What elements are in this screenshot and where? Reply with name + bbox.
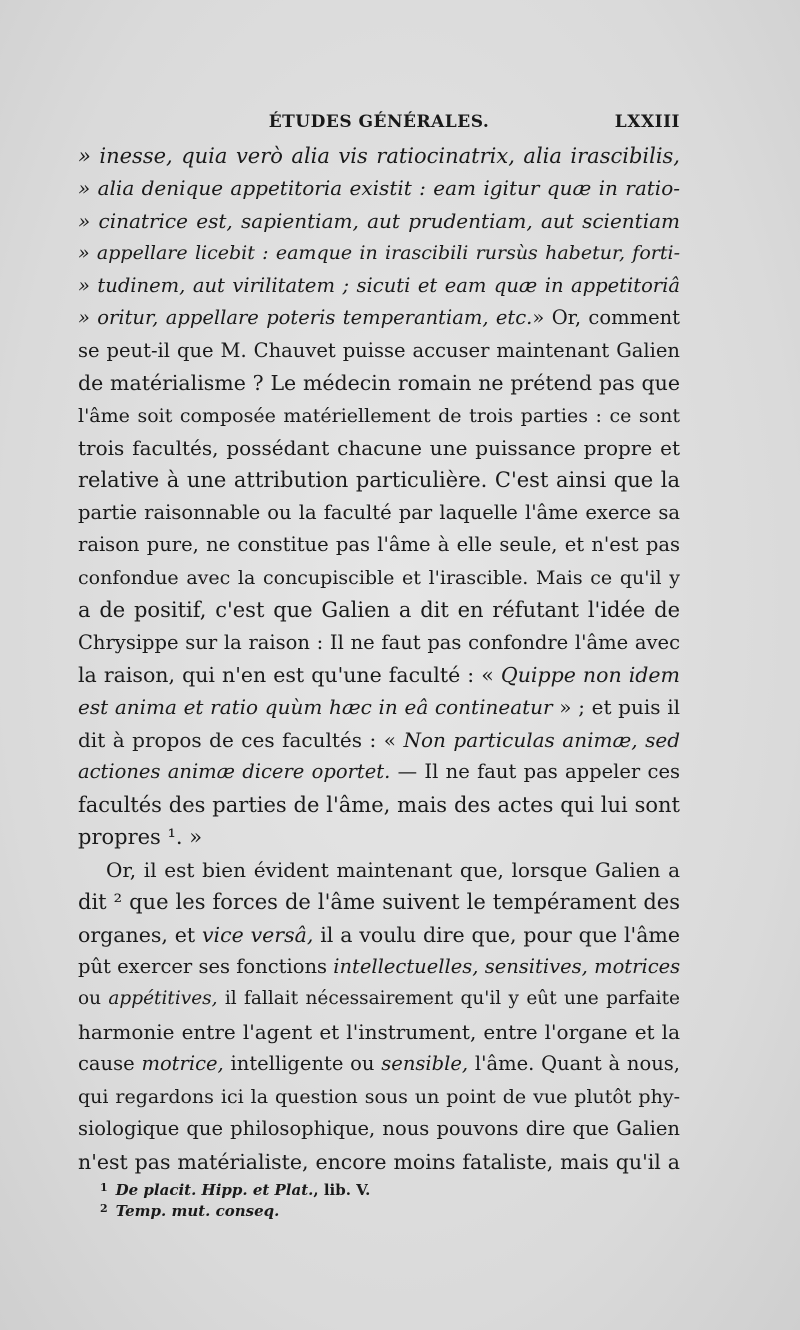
footnotes [100, 1177, 680, 1219]
text-segment: confondue avec la concupiscible et l'irascible. Mais ce qu'il y [78, 566, 680, 589]
text-line [78, 497, 680, 529]
text-line [78, 1113, 680, 1145]
text-line [78, 594, 680, 626]
footnote-text: Temp. mut. conseq. [115, 1202, 280, 1220]
italic-segment: intellectuelles, sensitives, motrices [333, 954, 681, 978]
text-segment: la raison, qui n'en est qu'une faculté : « [78, 663, 501, 687]
text-segment: a de positif, c'est que Galien a dit en réfutant l'idée de [78, 598, 680, 623]
text-line [78, 1146, 680, 1178]
text-line [78, 140, 680, 172]
text-line [78, 983, 680, 1015]
text-segment: Chrysippe sur la raison : Il ne faut pas confondre l'âme avec [78, 630, 680, 654]
text-segment: il a voulu dire que, pour que l'âme [313, 922, 680, 947]
text-line [78, 691, 680, 723]
text-segment: — Il ne faut pas appeler ces [390, 760, 681, 784]
text-segment: » ; et puis il [552, 695, 680, 720]
italic-segment: sensible, [381, 1052, 469, 1076]
text-segment: harmonie entre l'agent et l'instrument, entre l'organe et la [78, 1019, 680, 1044]
text-segment: dit ² que les forces de l'âme suivent le tempérament des [78, 890, 680, 915]
text-line [78, 789, 680, 821]
text-segment: raison pure, ne constitue pas l'âme à elle seule, et n'est pas [78, 533, 680, 557]
text-segment: ou [78, 988, 109, 1010]
footnote [100, 1198, 680, 1219]
text-line [78, 205, 680, 237]
text-segment: l'âme soit composée matériellement de trois parties : ce sont [78, 404, 680, 427]
text-line [78, 951, 680, 983]
text-segment: Or, il est bien évident maintenant que, lorsque Galien a [106, 857, 680, 882]
text-segment: intelligente ou [223, 1052, 382, 1076]
text-line [78, 172, 680, 204]
text-segment: qui regardons ici la question sous un point de vue plutôt phy- [78, 1085, 680, 1108]
text-segment: siologique que philosophique, nous pouvons dire que Galien [78, 1117, 680, 1141]
text-line [78, 756, 680, 788]
body-text [78, 140, 680, 1178]
text-segment: partie raisonnable ou la faculté par laquelle l'âme exerce sa [78, 500, 680, 524]
text-line [78, 821, 680, 853]
text-line [78, 529, 680, 561]
text-line [78, 724, 680, 756]
text-segment: n'est pas matérialiste, encore moins fataliste, mais qu'il a [78, 1149, 680, 1174]
italic-segment: actiones animæ dicere oportet. [78, 760, 391, 784]
text-line [78, 919, 680, 951]
text-segment: » Or, comment [532, 306, 680, 330]
italic-segment: est anima et ratio quùm hæc in eâ contineatur [78, 695, 553, 720]
text-segment: cause [78, 1052, 142, 1076]
text-line [78, 302, 680, 334]
text-segment: facultés des parties de l'âme, mais des actes qui lui sont [78, 792, 680, 817]
footnote [100, 1177, 680, 1198]
text-segment: dit à propos de ces facultés : « [78, 727, 404, 752]
text-line [78, 367, 680, 399]
text-line [78, 886, 680, 918]
running-title: ÉTUDES GÉNÉRALES. [268, 112, 490, 132]
footnote-tail: , lib. V. [313, 1181, 371, 1199]
italic-segment: Quippe non idem [500, 663, 680, 687]
text-segment: se peut-il que M. Chauvet puisse accuser maintenant Galien [78, 338, 680, 362]
text-line [78, 562, 680, 594]
text-line [78, 1081, 680, 1113]
italic-segment: » alia denique appetitoria existit : eam igitur quæ in ratio- [78, 176, 680, 201]
italic-segment: vice versâ, [201, 922, 314, 947]
text-line [78, 270, 680, 302]
text-line [78, 659, 680, 691]
text-segment: trois facultés, possédant chacune une puissance propre et [78, 435, 680, 460]
text-segment: organes, et [78, 922, 202, 947]
text-line [78, 1016, 680, 1048]
italic-segment: » oritur, appellare poteris temperantiam, etc. [78, 306, 533, 330]
text-segment: l'âme. Quant à nous, [468, 1052, 680, 1076]
text-segment: de matérialisme ? Le médecin romain ne prétend pas que [78, 371, 680, 396]
italic-segment: » tudinem, aut virilitatem ; sicuti et eam quæ in appetitoriâ [78, 273, 680, 297]
italic-segment: » cinatrice est, sapientiam, aut prudentiam, aut scientiam [78, 208, 680, 233]
text-segment: propres ¹. » [78, 825, 203, 850]
italic-segment: Non particulas animæ, sed [403, 727, 680, 752]
italic-segment: » inesse, quia verò alia vis ratiocinatrix, alia irascibilis, [78, 144, 680, 168]
text-segment: il fallait nécessairement qu'il y eût une parfaite [217, 988, 680, 1010]
footnote-marker: 1 [100, 1181, 108, 1194]
running-header [78, 104, 680, 140]
italic-segment: motrice, [141, 1052, 224, 1076]
text-line [78, 464, 680, 496]
text-line [78, 1048, 680, 1080]
text-line [78, 432, 680, 464]
text-segment: relative à une attribution particulière. C'est ainsi que la [78, 468, 680, 493]
text-line [78, 854, 680, 886]
footnote-text: De placit. Hipp. et Plat. [115, 1181, 314, 1199]
italic-segment: » appellare licebit : eamque in irascibili rursùs habetur, forti- [78, 242, 680, 265]
text-segment: pût exercer ses fonctions [78, 954, 334, 978]
page-number: LXXIII [614, 112, 680, 132]
text-line [78, 335, 680, 367]
text-line [78, 400, 680, 432]
text-line [78, 237, 680, 269]
footnote-marker: 2 [100, 1202, 108, 1215]
italic-segment: appétitives, [108, 988, 218, 1010]
text-line [78, 627, 680, 659]
